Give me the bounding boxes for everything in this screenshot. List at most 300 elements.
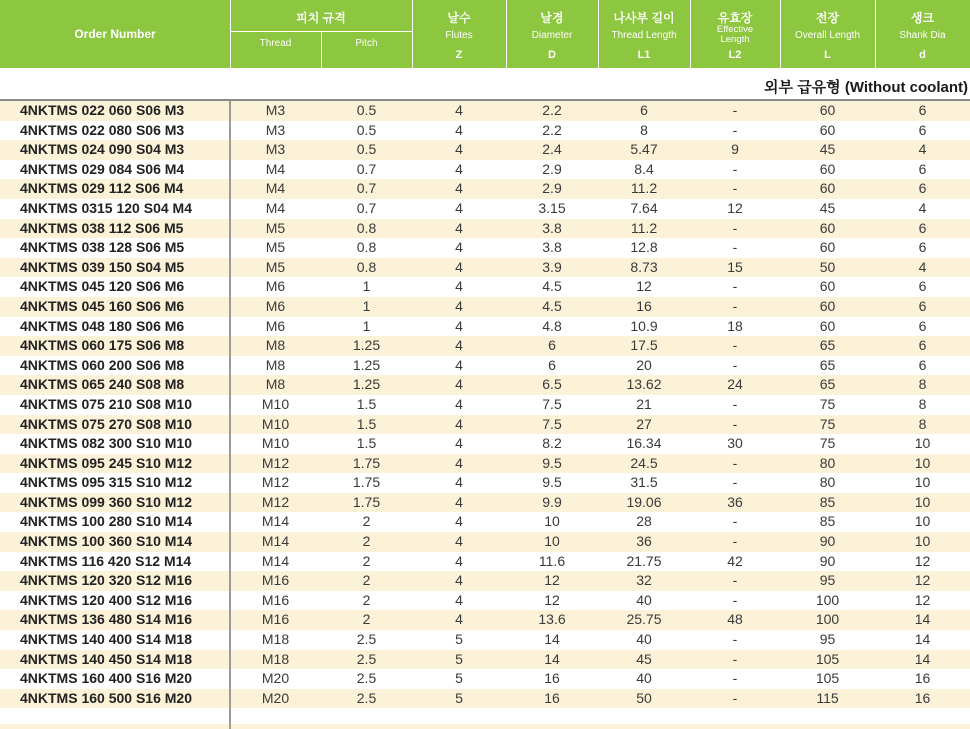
- thread-cell: M6: [265, 317, 286, 334]
- shank-dia-cell: 6: [918, 278, 927, 295]
- table-row: [0, 532, 970, 552]
- shank-dia-cell: 6: [918, 337, 927, 354]
- order-number-cell: 4NKTMS 022 060 S06 M3: [20, 102, 185, 118]
- shank-dia-cell: 8: [918, 415, 927, 432]
- header-thread: [230, 0, 321, 68]
- shank-dia-cell: 4: [918, 258, 927, 275]
- table-row: [0, 179, 970, 199]
- table-row: [0, 238, 970, 258]
- effective-length-cell: 18: [727, 317, 743, 334]
- order-number-cell: 4NKTMS 039 150 S04 M5: [20, 258, 185, 275]
- shank-dia-cell: 4: [918, 141, 927, 158]
- diameter-cell: 3.15: [538, 199, 566, 216]
- thread-length-cell: 28: [636, 513, 652, 530]
- flutes-cell: 4: [455, 533, 463, 550]
- flutes-cell: 4: [455, 435, 463, 452]
- effective-length-cell: -: [732, 297, 738, 314]
- shank-dia-cell: 12: [914, 572, 931, 589]
- order-number-cell: 4NKTMS 100 360 S10 M14: [20, 533, 192, 550]
- order-number-cell: 4NKTMS 136 480 S14 M16: [20, 611, 192, 628]
- overall-length-cell: 95: [819, 572, 836, 589]
- thread-cell: M14: [261, 533, 290, 550]
- pitch-cell: 0.7: [356, 180, 377, 197]
- effective-length-cell: 48: [727, 611, 743, 628]
- header-divider: [598, 0, 599, 68]
- overall-length-cell: 60: [819, 121, 836, 138]
- diameter-cell: 12: [544, 572, 560, 589]
- overall-length-cell: 105: [815, 670, 840, 687]
- flutes-cell: 4: [455, 337, 463, 354]
- pitch-cell: 2: [362, 611, 371, 628]
- pitch-cell: 2: [362, 513, 371, 530]
- order-number-cell: 4NKTMS 0315 120 S04 M4: [20, 199, 192, 216]
- header-divider: [875, 0, 876, 68]
- overall-length-cell: 45: [819, 141, 836, 158]
- diameter-cell: 9.5: [542, 474, 562, 491]
- flutes-cell: 4: [455, 454, 463, 471]
- diameter-cell: 10: [544, 533, 560, 550]
- thread-cell: M12: [261, 474, 290, 491]
- thread-length-cell: 11.2: [630, 219, 658, 236]
- shank-dia-cell: 6: [918, 102, 927, 118]
- table-row: [0, 219, 970, 239]
- header-diameter: [506, 0, 598, 68]
- thread-length-cell: 7.64: [630, 199, 658, 216]
- effective-length-cell: 42: [727, 552, 743, 569]
- header-overall-length-symbol: L: [824, 49, 831, 61]
- table-row: [0, 395, 970, 415]
- shank-dia-cell: 10: [914, 474, 931, 491]
- diameter-cell: 7.5: [542, 395, 562, 412]
- table-row: [0, 140, 970, 160]
- pitch-cell: 2: [362, 552, 371, 569]
- thread-cell: M18: [261, 631, 290, 648]
- effective-length-cell: -: [732, 670, 738, 687]
- flutes-cell: 4: [455, 219, 463, 236]
- flutes-cell: 4: [455, 199, 463, 216]
- thread-cell: M14: [261, 513, 290, 530]
- effective-length-cell: 36: [727, 493, 743, 510]
- shank-dia-cell: 6: [918, 180, 927, 197]
- thread-cell: M16: [261, 572, 290, 589]
- order-number-cell: 4NKTMS 060 200 S06 M8: [20, 356, 185, 373]
- thread-cell: M3: [265, 141, 286, 158]
- pitch-cell: 1.75: [352, 493, 381, 510]
- thread-cell: M12: [261, 493, 290, 510]
- order-number-cell: 4NKTMS 140 450 S14 M18: [20, 650, 192, 667]
- header-divider: [230, 0, 231, 68]
- thread-cell: M3: [265, 102, 286, 118]
- diameter-cell: 14: [544, 650, 560, 667]
- order-number-cell: 4NKTMS 120 400 S12 M16: [20, 591, 192, 608]
- flutes-cell: 4: [455, 160, 463, 177]
- thread-cell: M20: [261, 689, 290, 706]
- header-shank-dia-ko: 생크: [910, 11, 935, 25]
- effective-length-cell: -: [732, 356, 738, 373]
- thread-cell: M5: [265, 239, 286, 256]
- shank-dia-cell: 6: [918, 297, 927, 314]
- thread-length-cell: 32: [636, 572, 652, 589]
- shank-dia-cell: 6: [918, 356, 927, 373]
- diameter-cell: 13.6: [538, 611, 566, 628]
- thread-length-cell: 8.73: [630, 258, 658, 275]
- pitch-cell: 2.5: [356, 670, 377, 687]
- thread-cell: M20: [261, 670, 290, 687]
- thread-cell: M10: [261, 415, 290, 432]
- flutes-cell: 4: [455, 552, 463, 569]
- overall-length-cell: 60: [819, 297, 836, 314]
- diameter-cell: 9.9: [542, 493, 562, 510]
- diameter-cell: 6.5: [542, 376, 562, 393]
- header-effective-length-en1: Effective: [716, 24, 754, 35]
- diameter-cell: 16: [544, 670, 560, 687]
- thread-length-cell: 20: [636, 356, 652, 373]
- overall-length-cell: 85: [819, 513, 836, 530]
- overall-length-cell: 60: [819, 180, 836, 197]
- table-row: [0, 160, 970, 180]
- flutes-cell: 4: [455, 376, 463, 393]
- pitch-cell: 1: [362, 297, 371, 314]
- diameter-cell: 2.9: [542, 160, 562, 177]
- table-row: [0, 199, 970, 219]
- table-row: [0, 512, 970, 532]
- order-number-cell: 4NKTMS 160 500 S16 M20: [20, 689, 192, 706]
- table-header: [0, 0, 970, 68]
- shank-dia-cell: 8: [918, 395, 927, 412]
- table-row: [0, 493, 970, 513]
- diameter-cell: 4.5: [542, 278, 562, 295]
- table-row: [0, 610, 970, 630]
- diameter-cell: 12: [544, 591, 560, 608]
- header-pitch-label: Pitch: [355, 38, 378, 49]
- header-effective-length-symbol: L2: [728, 49, 742, 61]
- thread-cell: M4: [265, 199, 286, 216]
- overall-length-cell: 100: [815, 611, 840, 628]
- header-effective-length: [690, 0, 780, 68]
- thread-length-cell: 8.4: [634, 160, 654, 177]
- pitch-cell: 1.5: [356, 395, 377, 412]
- order-number-cell: 4NKTMS 022 080 S06 M3: [20, 121, 185, 138]
- order-number-cell: 4NKTMS 038 128 S06 M5: [20, 239, 185, 256]
- header-thread-spec-label: 피치 규격: [296, 11, 346, 25]
- order-number-cell: 4NKTMS 048 180 S06 M6: [20, 317, 185, 334]
- overall-length-cell: 60: [819, 278, 836, 295]
- pitch-cell: 2: [362, 591, 371, 608]
- diameter-cell: 6: [548, 337, 556, 354]
- pitch-cell: 0.8: [356, 219, 377, 236]
- table-row: [0, 336, 970, 356]
- table-row: [0, 277, 970, 297]
- pitch-cell: 1.75: [352, 474, 381, 491]
- pitch-cell: 0.5: [356, 102, 377, 118]
- effective-length-cell: -: [732, 689, 738, 706]
- flutes-cell: 4: [455, 591, 463, 608]
- thread-cell: M16: [261, 591, 290, 608]
- flutes-cell: 4: [455, 258, 463, 275]
- effective-length-cell: -: [732, 572, 738, 589]
- table-row: [0, 415, 970, 435]
- order-number-cell: 4NKTMS 095 245 S10 M12: [20, 454, 192, 471]
- thread-length-cell: 31.5: [630, 474, 658, 491]
- thread-cell: M8: [265, 376, 286, 393]
- order-number-cell: 4NKTMS 082 300 S10 M10: [20, 435, 192, 452]
- thread-cell: M10: [261, 435, 290, 452]
- header-thread-length-en: Thread Length: [611, 30, 677, 41]
- diameter-cell: 7.5: [542, 415, 562, 432]
- shank-dia-cell: 14: [914, 650, 931, 667]
- shank-dia-cell: 8: [918, 376, 927, 393]
- effective-length-cell: 24: [727, 376, 743, 393]
- table-row: [0, 434, 970, 454]
- order-number-cell: 4NKTMS 029 112 S06 M4: [20, 180, 184, 197]
- header-divider: [780, 0, 781, 68]
- pitch-cell: 2.5: [356, 689, 377, 706]
- order-number-cell: 4NKTMS 095 315 S10 M12: [20, 474, 192, 491]
- diameter-cell: 2.9: [542, 180, 562, 197]
- effective-length-cell: -: [732, 395, 738, 412]
- thread-length-cell: 24.5: [630, 454, 658, 471]
- overall-length-cell: 80: [819, 454, 836, 471]
- thread-cell: M5: [265, 219, 286, 236]
- header-divider: [690, 0, 691, 68]
- header-flutes-en: Flutes: [445, 30, 473, 41]
- header-divider: [506, 0, 507, 68]
- header-diameter-symbol: D: [548, 49, 556, 61]
- order-number-cell: 4NKTMS 120 320 S12 M16: [20, 572, 192, 589]
- overall-length-cell: 95: [819, 631, 836, 648]
- thread-length-cell: 17.5: [630, 337, 658, 354]
- pitch-cell: 0.8: [356, 258, 377, 275]
- shank-dia-cell: 16: [914, 670, 931, 687]
- effective-length-cell: -: [732, 631, 738, 648]
- overall-length-cell: 60: [819, 160, 836, 177]
- header-flutes: [412, 0, 506, 68]
- shank-dia-cell: 10: [914, 454, 931, 471]
- thread-length-cell: 12.8: [630, 239, 658, 256]
- overall-length-cell: 90: [819, 533, 836, 550]
- shank-dia-cell: 10: [914, 493, 931, 510]
- thread-length-cell: 6: [640, 102, 648, 118]
- shank-dia-cell: 12: [914, 552, 931, 569]
- effective-length-cell: -: [732, 102, 738, 118]
- order-number-cell: 4NKTMS 075 210 S08 M10: [20, 395, 192, 412]
- table-row: [0, 669, 970, 689]
- shank-dia-cell: 6: [918, 317, 927, 334]
- overall-length-cell: 60: [819, 219, 836, 236]
- shank-dia-cell: 10: [914, 513, 931, 530]
- header-divider: [321, 31, 322, 68]
- effective-length-cell: -: [732, 121, 738, 138]
- thread-cell: M4: [265, 180, 286, 197]
- thread-cell: M4: [265, 160, 286, 177]
- pitch-cell: 0.7: [356, 160, 377, 177]
- effective-length-cell: -: [732, 219, 738, 236]
- effective-length-cell: -: [732, 239, 738, 256]
- overall-length-cell: 105: [815, 650, 840, 667]
- thread-cell: M18: [261, 650, 290, 667]
- header-effective-length-en2: Length: [720, 34, 750, 45]
- order-number-cell: 4NKTMS 060 175 S06 M8: [20, 337, 185, 354]
- pitch-cell: 1.5: [356, 435, 377, 452]
- diameter-cell: 2.2: [542, 102, 562, 118]
- flutes-cell: 4: [455, 317, 463, 334]
- pitch-cell: 1.75: [352, 454, 381, 471]
- thread-length-cell: 11.2: [630, 180, 658, 197]
- order-number-cell: 4NKTMS 045 120 S06 M6: [20, 278, 185, 295]
- table-body: [0, 101, 970, 708]
- pitch-cell: 2: [362, 572, 371, 589]
- header-thread-length: [598, 0, 690, 68]
- thread-length-cell: 45: [636, 650, 652, 667]
- order-number-cell: 4NKTMS 045 160 S06 M6: [20, 297, 185, 314]
- flutes-cell: 4: [455, 356, 463, 373]
- thread-cell: M12: [261, 454, 290, 471]
- table-row: [0, 630, 970, 650]
- pitch-cell: 2: [362, 533, 371, 550]
- overall-length-cell: 45: [819, 199, 836, 216]
- overall-length-cell: 75: [819, 435, 836, 452]
- diameter-cell: 4.5: [542, 297, 562, 314]
- flutes-cell: 5: [455, 670, 463, 687]
- header-shank-dia-en: Shank Dia: [899, 30, 946, 41]
- diameter-cell: 2.4: [542, 141, 562, 158]
- flutes-cell: 5: [455, 689, 463, 706]
- diameter-cell: 3.8: [542, 239, 562, 256]
- order-number-cell: 4NKTMS 038 112 S06 M5: [20, 219, 184, 236]
- header-diameter-en: Diameter: [531, 30, 573, 41]
- header-divider: [412, 0, 413, 68]
- table-row: [0, 689, 970, 709]
- order-number-cell: 4NKTMS 065 240 S08 M8: [20, 376, 185, 393]
- table-row: [0, 297, 970, 317]
- shank-dia-cell: 12: [914, 591, 931, 608]
- flutes-cell: 4: [455, 121, 463, 138]
- diameter-cell: 2.2: [542, 121, 562, 138]
- thread-length-cell: 36: [636, 533, 652, 550]
- effective-length-cell: -: [732, 415, 738, 432]
- shank-dia-cell: 10: [914, 533, 931, 550]
- pitch-cell: 1.25: [352, 337, 381, 354]
- flutes-cell: 4: [455, 611, 463, 628]
- thread-length-cell: 10.9: [630, 317, 658, 334]
- header-thread-length-symbol: L1: [637, 49, 651, 61]
- flutes-cell: 5: [455, 650, 463, 667]
- overall-length-cell: 50: [819, 258, 836, 275]
- effective-length-cell: 30: [727, 435, 743, 452]
- thread-length-cell: 5.47: [630, 141, 658, 158]
- table-row: [0, 473, 970, 493]
- diameter-cell: 8.2: [542, 435, 562, 452]
- effective-length-cell: 9: [731, 141, 739, 158]
- flutes-cell: 4: [455, 415, 463, 432]
- table-row: [0, 258, 970, 278]
- order-number-cell: 4NKTMS 140 400 S14 M18: [20, 631, 192, 648]
- effective-length-cell: -: [732, 474, 738, 491]
- pitch-cell: 0.5: [356, 141, 377, 158]
- pitch-cell: 1.25: [352, 376, 381, 393]
- thread-cell: M6: [265, 297, 286, 314]
- effective-length-cell: -: [732, 513, 738, 530]
- order-number-cell: 4NKTMS 024 090 S04 M3: [20, 141, 185, 158]
- overall-length-cell: 90: [819, 552, 836, 569]
- thread-length-cell: 8: [640, 121, 648, 138]
- effective-length-cell: -: [732, 180, 738, 197]
- header-overall-length-ko: 전장: [815, 11, 840, 25]
- thread-length-cell: 27: [636, 415, 652, 432]
- header-thread-label: Thread: [259, 38, 292, 49]
- shank-dia-cell: 16: [914, 689, 931, 706]
- pitch-cell: 1: [362, 317, 371, 334]
- flutes-cell: 4: [455, 572, 463, 589]
- diameter-cell: 9.5: [542, 454, 562, 471]
- flutes-cell: 4: [455, 493, 463, 510]
- header-overall-length: [780, 0, 875, 68]
- diameter-cell: 3.8: [542, 219, 562, 236]
- header-order-number: [0, 0, 230, 68]
- order-number-cell: 4NKTMS 100 280 S10 M14: [20, 513, 192, 530]
- table-row: [0, 552, 970, 572]
- thread-cell: M5: [265, 258, 286, 275]
- header-flutes-ko: 날수: [447, 11, 471, 25]
- header-diameter-ko: 날경: [540, 11, 564, 25]
- header-order-number-label: Order Number: [74, 27, 156, 41]
- table-row: [0, 101, 970, 121]
- shank-dia-cell: 10: [914, 435, 931, 452]
- flutes-cell: 4: [455, 297, 463, 314]
- overall-length-cell: 100: [815, 591, 840, 608]
- shank-dia-cell: 6: [918, 160, 927, 177]
- order-column-divider: [229, 101, 231, 729]
- diameter-cell: 11.6: [538, 552, 566, 569]
- flutes-cell: 4: [455, 180, 463, 197]
- overall-length-cell: 75: [819, 415, 836, 432]
- thread-cell: M10: [261, 395, 290, 412]
- thread-length-cell: 19.06: [626, 493, 662, 510]
- thread-length-cell: 13.62: [626, 376, 662, 393]
- effective-length-cell: -: [732, 591, 738, 608]
- overall-length-cell: 60: [819, 317, 836, 334]
- pitch-cell: 1.25: [352, 356, 381, 373]
- overall-length-cell: 60: [819, 239, 836, 256]
- thread-cell: M8: [265, 337, 286, 354]
- header-effective-length-ko: 유효장: [717, 11, 753, 25]
- overall-length-cell: 80: [819, 474, 836, 491]
- effective-length-cell: 12: [727, 199, 743, 216]
- pitch-cell: 0.7: [356, 199, 377, 216]
- thread-cell: M14: [261, 552, 290, 569]
- shank-dia-cell: 14: [914, 611, 931, 628]
- overall-length-cell: 65: [819, 376, 836, 393]
- table-row: [0, 356, 970, 376]
- thread-length-cell: 16: [636, 297, 652, 314]
- order-number-cell: 4NKTMS 160 400 S16 M20: [20, 670, 192, 687]
- table-row: [0, 317, 970, 337]
- shank-dia-cell: 4: [918, 199, 927, 216]
- flutes-cell: 4: [455, 395, 463, 412]
- header-overall-length-en: Overall Length: [794, 30, 861, 41]
- pitch-cell: 2.5: [356, 650, 377, 667]
- order-number-cell: 4NKTMS 075 270 S08 M10: [20, 415, 192, 432]
- overall-length-cell: 65: [819, 337, 836, 354]
- effective-length-cell: -: [732, 160, 738, 177]
- flutes-cell: 4: [455, 474, 463, 491]
- effective-length-cell: -: [732, 278, 738, 295]
- overall-length-cell: 115: [816, 689, 839, 706]
- effective-length-cell: -: [732, 533, 738, 550]
- thread-length-cell: 21.75: [626, 552, 662, 569]
- diameter-cell: 6: [548, 356, 556, 373]
- header-pitch: [321, 0, 412, 68]
